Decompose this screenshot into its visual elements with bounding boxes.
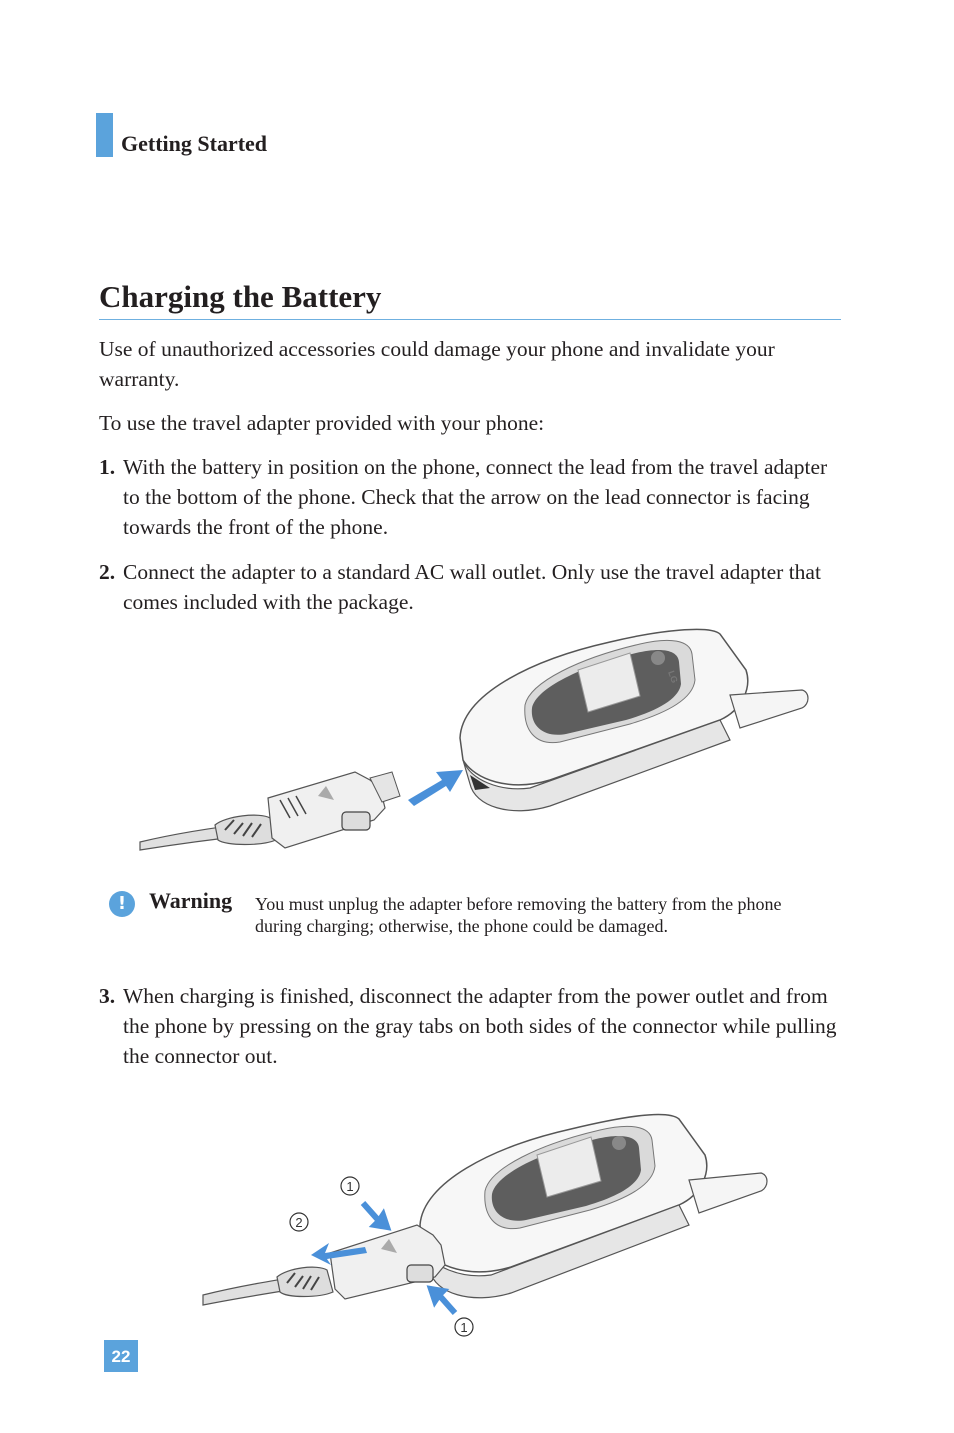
press-arrow-icon xyxy=(363,1203,387,1227)
antenna xyxy=(689,1173,767,1213)
intro-paragraph: Use of unauthorized accessories could damage your phone and invalidate your warranty. xyxy=(99,337,775,391)
step-number: 2. xyxy=(99,560,116,584)
step-3 xyxy=(99,981,844,1071)
callout-1 xyxy=(341,1177,359,1195)
title-divider xyxy=(99,319,841,320)
exclamation-icon: ! xyxy=(109,891,135,917)
svg-text:2: 2 xyxy=(295,1215,303,1230)
antenna xyxy=(730,690,808,728)
travel-adapter-connector xyxy=(140,772,400,850)
travel-adapter-connector xyxy=(203,1225,445,1305)
warning-label: Warning xyxy=(149,888,233,913)
disconnect-illustration xyxy=(195,1095,785,1345)
page-title: Charging the Battery xyxy=(99,279,382,314)
svg-text:1: 1 xyxy=(460,1320,468,1335)
lg-logo-icon xyxy=(651,651,665,665)
svg-text:LG: LG xyxy=(666,669,680,685)
section-title: Getting Started xyxy=(121,131,268,156)
callout-1 xyxy=(455,1318,473,1336)
svg-text:1: 1 xyxy=(346,1179,354,1194)
step-number: 1. xyxy=(99,455,116,479)
step-text: When charging is finished, disconnect the adapter from the power outlet and from the phone by pressing on the gray tabs on both sides of the connector while pulling the connector out. xyxy=(123,984,837,1068)
step-text: Connect the adapter to a standard AC wall outlet. Only use the travel adapter that comes included with the package. xyxy=(123,560,821,614)
release-tab xyxy=(342,812,370,830)
phone-illustration xyxy=(420,1114,767,1297)
lg-logo-icon xyxy=(612,1136,626,1150)
warning-text: You must unplug the adapter before removing the battery from the phone during charging; otherwise, the phone could be damaged. xyxy=(255,894,782,936)
charging-illustration xyxy=(130,620,830,870)
step-number: 3. xyxy=(99,984,116,1008)
step-text: With the battery in position on the phone, connect the lead from the travel adapter to the bottom of the phone. Check that the arrow on the lead connector is facing towards the front of the phone. xyxy=(123,455,828,539)
insert-arrow-icon xyxy=(408,770,463,806)
step-1 xyxy=(99,452,844,542)
step-2 xyxy=(99,557,844,617)
page-number: 22 xyxy=(104,1340,138,1372)
intro-paragraph: To use the travel adapter provided with your phone: xyxy=(99,411,545,435)
release-tab xyxy=(407,1265,433,1282)
section-marker xyxy=(96,113,113,157)
phone-illustration xyxy=(460,629,808,810)
callout-2 xyxy=(290,1213,308,1231)
